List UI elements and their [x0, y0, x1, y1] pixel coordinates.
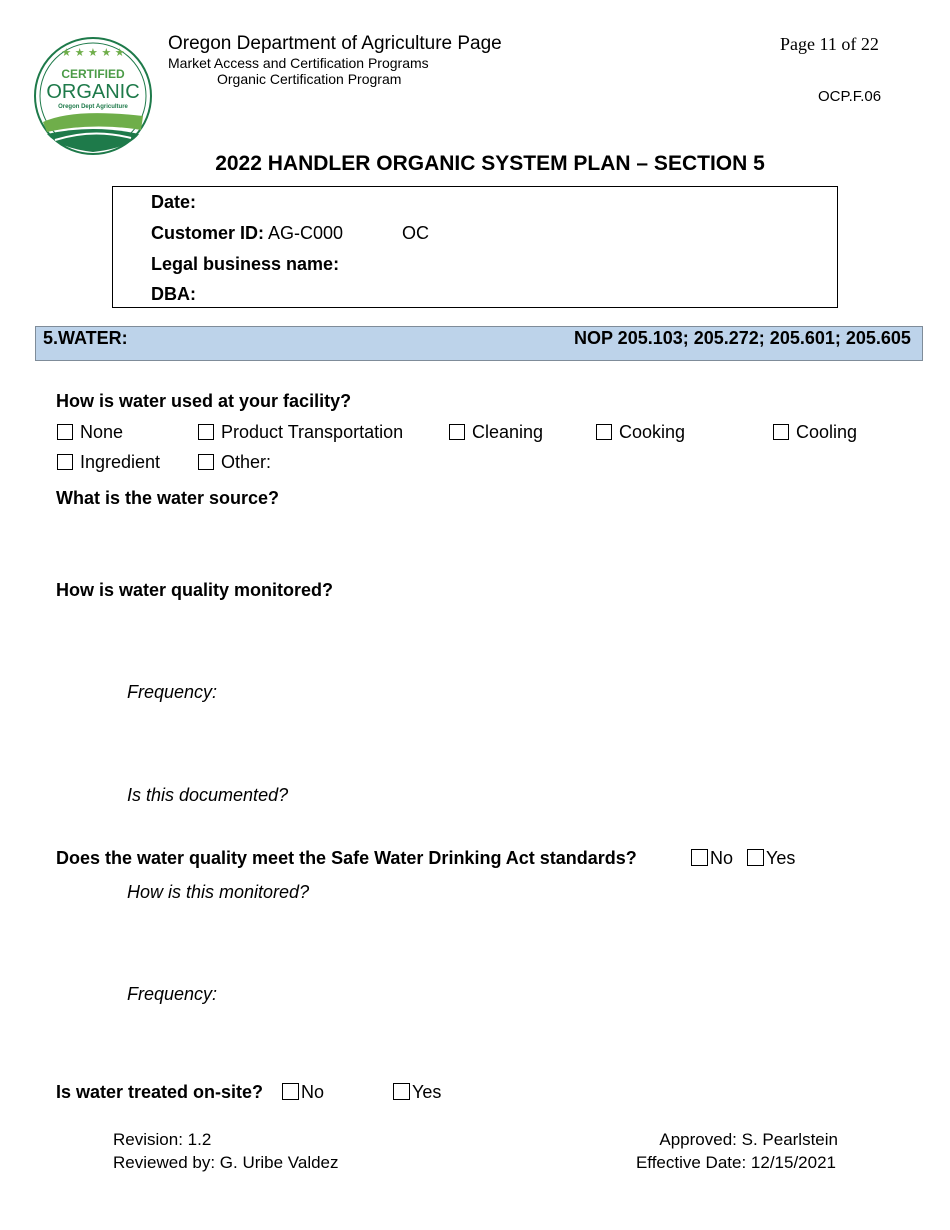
page-number: Page 11 of 22 — [780, 34, 879, 54]
checkbox[interactable] — [747, 849, 764, 866]
quality-frequency-label: Frequency: — [127, 682, 218, 702]
checkbox[interactable] — [198, 424, 214, 440]
customer-id-value: AG-C000 — [268, 223, 344, 243]
star-icon — [61, 46, 124, 59]
question-quality-monitored: How is water quality monitored? — [56, 580, 334, 600]
footer-approved: Approved: S. Pearlstein — [659, 1130, 838, 1149]
option-product-transportation[interactable]: Product Transportation — [198, 422, 403, 443]
question-water-usage: How is water used at your facility? — [56, 391, 352, 411]
question-treated-onsite: Is water treated on-site? — [56, 1082, 264, 1102]
sdwa-yes-option[interactable]: Yes — [747, 848, 795, 869]
treated-yes-option[interactable]: Yes — [393, 1082, 441, 1103]
question-water-source: What is the water source? — [56, 488, 280, 508]
logo-line3: Oregon Dept Agriculture — [58, 104, 128, 110]
section-title: 5.WATER: — [43, 328, 128, 348]
logo-line2: ORGANIC — [46, 81, 140, 103]
treated-no-option[interactable]: No — [282, 1082, 324, 1103]
sdwa-no-option[interactable]: No — [691, 848, 733, 869]
quality-documented-label: Is this documented? — [127, 785, 289, 805]
option-other[interactable]: Other: — [198, 452, 271, 473]
option-ingredient[interactable]: Ingredient — [57, 452, 160, 473]
checkbox[interactable] — [596, 424, 612, 440]
checkbox[interactable] — [57, 424, 73, 440]
department-name: Oregon Department of Agriculture Page — [168, 33, 502, 54]
question-sdwa: Does the water quality meet the Safe Water Drinking Act standards? — [56, 848, 637, 868]
checkbox[interactable] — [691, 849, 708, 866]
form-code: OCP.F.06 — [818, 88, 882, 105]
option-cooling[interactable]: Cooling — [773, 422, 857, 443]
customer-id-suffix: OC — [402, 223, 429, 243]
page-title: 2022 HANDLER ORGANIC SYSTEM PLAN – SECTION 5 — [215, 152, 765, 175]
section-references: NOP 205.103; 205.272; 205.601; 205.605 — [574, 328, 911, 348]
customer-id-label: Customer ID: — [151, 223, 265, 243]
sdwa-monitored-label: How is this monitored? — [127, 882, 310, 902]
option-cleaning[interactable]: Cleaning — [449, 422, 543, 443]
sdwa-frequency-label: Frequency: — [127, 984, 218, 1004]
svg-text:★ ★ ★ ★ ★: ★ ★ ★ ★ ★ — [61, 46, 125, 59]
footer-revision: Revision: 1.2 — [113, 1130, 212, 1149]
legal-name-label: Legal business name: — [151, 254, 340, 274]
program-line-1: Market Access and Certification Programs — [168, 55, 429, 71]
checkbox[interactable] — [449, 424, 465, 440]
checkbox[interactable] — [57, 454, 73, 470]
checkbox[interactable] — [773, 424, 789, 440]
customer-id-row — [151, 223, 343, 244]
date-label: Date: — [151, 192, 197, 212]
checkbox[interactable] — [282, 1083, 299, 1100]
dba-label: DBA: — [151, 284, 196, 304]
option-cooking[interactable]: Cooking — [596, 422, 685, 443]
logo-line1: CERTIFIED — [61, 67, 125, 81]
checkbox[interactable] — [393, 1083, 410, 1100]
program-line-2: Organic Certification Program — [217, 71, 402, 87]
checkbox[interactable] — [198, 454, 214, 470]
footer-reviewed: Reviewed by: G. Uribe Valdez — [113, 1153, 339, 1172]
customer-info-box — [112, 186, 838, 308]
footer-effective-date: Effective Date: 12/15/2021 — [635, 1153, 836, 1172]
certified-organic-logo — [33, 36, 153, 156]
option-none[interactable]: None — [57, 422, 123, 443]
